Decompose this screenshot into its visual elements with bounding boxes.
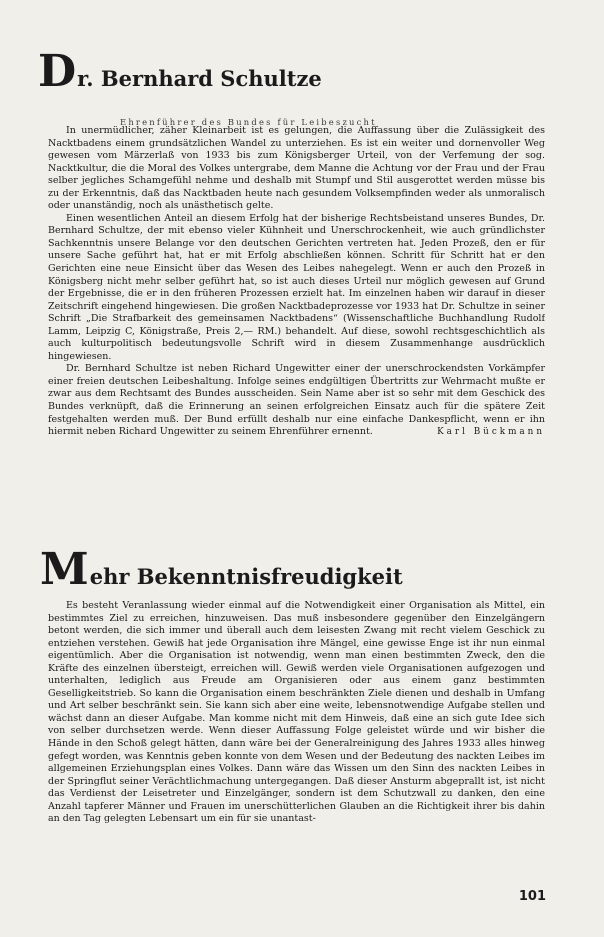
article-title-bekenntnis — [40, 544, 403, 595]
article2-body — [48, 600, 545, 882]
title-text: r. Bernhard Schultze — [77, 66, 322, 91]
article-subtitle: Ehrenführer des Bundes für Leibeszucht — [120, 117, 377, 127]
article-title-schultze — [38, 46, 322, 97]
page-number: 101 — [518, 889, 546, 904]
title-initial: M — [40, 544, 88, 595]
paragraph-text: Dr. Bernhard Schultze ist neben Richard Ungewitter einer der unerschrockendsten Vorkämpfer einer freien deutschen Leibeshaltung. Infolge seines endgültigen Übertritts zur Wehrmacht mußte er zwar aus dem Rechtsamt des Bundes ausscheiden. Sein Name aber ist so sehr mit dem Geschick des Bundes verknüpft, daß die Erinnerung an seinen erfolgreichen Einsatz auch für die spätere Zeit festgehalten werden muß. Der Bund erfüllt deshalb nur eine einfache Dankespflicht, wenn er ihn hiermit neben Richard Ungewitter zu seinem Ehrenführer ernennt. — [48, 363, 545, 438]
paragraph — [48, 363, 545, 438]
title-text: ehr Bekenntnisfreudigkeit — [89, 564, 403, 589]
article1-body — [48, 125, 545, 497]
title-initial: D — [38, 46, 76, 97]
paragraph: Einen wesentlichen Anteil an diesem Erfolg hat der bisherige Rechtsbeistand unseres Bundes, Dr. Bernhard Schultze, der mit ebenso vieler Kühnheit und Unerschrockenheit, wie auch gründlichster Sachkenntnis unsere Belange vor den deutschen Gerichten vertreten hat. Jeden Prozeß, den er für unsere Sache geführt hat, hat er mit Erfolg abschließen können. Schritt für Schritt hat er den Gerichten eine neue Einsicht über das Wesen des Leibes nahegelegt. Wenn er auch den Prozeß in Königsberg nicht mehr selber geführt hat, so ist auch dieses Urteil nur möglich gewesen auf Grund der Ergebnisse, die er in den früheren Prozessen erzielt hat. Im einzelnen haben wir darauf in dieser Zeitschrift eingehend hingewiesen. Die großen Nacktbadeprozesse vor 1933 hat Dr. Schultze in seiner Schrift „Die Strafbarkeit des gemeinsamen Nacktbadens“ (Wissenschaftliche Buchhandlung Rudolf Lamm, Leipzig C, Königstraße, Preis 2,— RM.) behandelt. Auf diese, sowohl rechtsgeschichtlich als auch kulturpolitisch bedeutungsvolle Schrift wird in diesem Zusammenhange ausdrücklich hingewiesen. — [48, 212, 545, 362]
paragraph: In unermüdlicher, zäher Kleinarbeit ist es gelungen, die Auffassung über die Zulässigkeit des Nacktbadens einem grundsätzlichen Wandel zu unterziehen. Es ist ein weiter und dornenvoller Weg gewesen vom Märzerlaß von 1933 bis zum Königsberger Urteil, von der Verfemung der sog. Nacktkultur, die die Moral des Volkes untergrabe, dem Manne die Achtung vor der Frau und der Frau selber jegliches Schamgefühl nehme und deshalb mit Stumpf und Stil ausgerottet werden müsse bis zu der Erkenntnis, daß das Nacktbaden heute nach gesundem Volksempfinden weder als unmoralisch oder unanständig, noch als unästhetisch gelte. — [48, 125, 545, 212]
author-signature: Karl Bückmann — [437, 427, 545, 438]
paragraph: Es besteht Veranlassung wieder einmal auf die Notwendigkeit einer Organisation als Mittel, ein bestimmtes Ziel zu erreichen, hinzuweisen. Das muß insbesondere gegenüber den Einzelgängern betont werden, die sich immer und überall auch dem leisesten Zwang mit recht vielem Geschick zu entziehen verstehen. Gewiß hat jede Organisation ihre Mängel, eine gewisse Enge ist ihr nun einmal eigentümlich. Aber die Organisation ist notwendig, wenn man einen bestimmten Zweck, den die Kräfte des einzelnen übersteigt, erreichen will. Gewiß werden viele Organisationen aufgezogen und unterhalten, lediglich aus Freude am Organisieren oder aus einem ganz bestimmten Geselligkeitstrieb. So kann die Organisation einem beschränkten Ziele dienen und deshalb in Umfang und Art selber beschränkt sein. Sie kann sich aber eine weite, lebensnotwendige Aufgabe stellen und wächst dann an dieser Aufgabe. Man komme nicht mit dem Hinweis, daß eine an sich gute Idee sich von selber durchsetzen werde. Wenn dieser Auffassung Folge geleistet würde und wir bisher die Hände in den Schoß gelegt hätten, dann wäre bei der Generalreinigung des Jahres 1933 alles hinweg gefegt worden, was Kenntnis geben konnte von dem Wesen und der Bedeutung des nackten Leibes im allgemeinen Erziehungsplan eines Volkes. Dann wäre das Wissen um den Sinn des nackten Leibes in der Springflut seiner Verächtlichmachung untergegangen. Daß dieser Ansturm abgeprallt ist, ist nicht das Verdienst der Leisetreter und Einzelgänger, sondern ist dem Schutzwall zu danken, den eine Anzahl tapferer Männer und Frauen im unerschütterlichen Glauben an die Richtigkeit ihrer bis dahin an den Tag gelegten Lebensart um ein für sie unantast- — [48, 600, 545, 825]
